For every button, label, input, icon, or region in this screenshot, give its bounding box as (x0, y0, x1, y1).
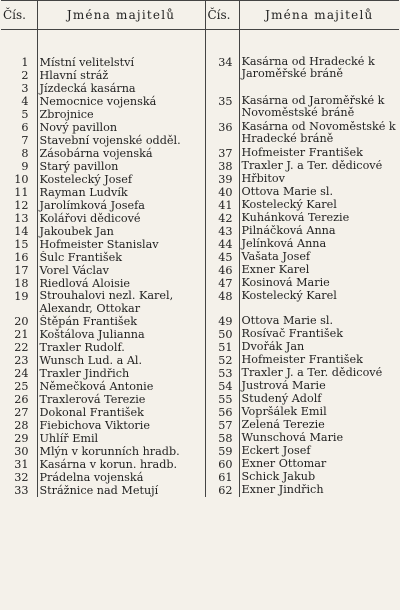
row-number-right: 38 (205, 160, 239, 173)
row-number-left: 31 (14, 458, 29, 471)
owner-name-right: Kuhánková Terezie (239, 212, 399, 225)
row-number-right: 35 (205, 95, 239, 121)
table-row (1, 328, 399, 341)
owner-name-right: Vašata Josef (239, 251, 399, 264)
owner-name-left: Kolářovi dědicové (37, 212, 205, 225)
row-number-right: 34 (205, 56, 239, 95)
row-number-right: 45 (205, 251, 239, 264)
owner-name-left: Strouhalovi nezl. Karel, Alexandr, Ottokar (37, 290, 205, 315)
owner-name-right: Exner Jindřich (239, 484, 399, 497)
owner-name-right: Traxler J. a Ter. dědicové (239, 367, 399, 380)
owner-name-left: Jakoubek Jan (37, 225, 205, 238)
table-row (1, 458, 399, 471)
owner-name-right: Hofmeister František (239, 147, 399, 160)
owner-name-left: Wunsch Lud. a Al. (37, 354, 205, 367)
owner-name-right: Kosinová Marie (239, 277, 399, 290)
row-number-right: 36 (205, 121, 239, 147)
owner-name-right: Jelínková Anna (239, 238, 399, 251)
owner-name-left: Uhlíř Emil (37, 432, 205, 445)
table-row (1, 432, 399, 445)
row-number-right: 42 (205, 212, 239, 225)
spacer-row (1, 30, 399, 57)
owner-name-right: Wunschová Marie (239, 432, 399, 445)
row-number-left: 18 (14, 277, 29, 290)
table-row (1, 121, 399, 134)
owner-name-right: Kasárna od Hradecké k Jaroměřské bráně (239, 56, 399, 95)
owner-name-right: Dvořák Jan (239, 341, 399, 354)
row-number-right: 56 (205, 406, 239, 419)
owner-name-left: Prádelna vojenská (37, 471, 205, 484)
row-number-left: 16 (14, 251, 29, 264)
owner-name-left: Jízdecká kasárna (37, 82, 205, 95)
table-row (1, 341, 399, 354)
row-number-left: 2 (21, 69, 29, 82)
row-number-right: 53 (205, 367, 239, 380)
table-row (1, 212, 399, 225)
owner-name-right: Hofmeister František (239, 354, 399, 367)
header-owners-left: Jména majitelů (37, 1, 205, 30)
owner-name-left: Vorel Václav (37, 264, 205, 277)
owner-name-right: Kasárna od Novoměstské k Hradecké bráně (239, 121, 399, 147)
table-row (1, 264, 399, 277)
row-number-right: 44 (205, 238, 239, 251)
owner-name-left: Hlavní stráž (37, 69, 205, 82)
owner-name-right: Studený Adolf (239, 393, 399, 406)
owner-name-left: Dokonal František (37, 406, 205, 419)
row-number-right: 61 (205, 471, 239, 484)
owner-name-right: Eckert Josef (239, 445, 399, 458)
table-row (1, 471, 399, 484)
table-row (1, 238, 399, 251)
table-row (1, 406, 399, 419)
row-number-left: 9 (21, 160, 29, 173)
row-number-left: 23 (14, 354, 29, 367)
table-row (1, 225, 399, 238)
table-row (1, 199, 399, 212)
owner-name-left: Stavební vojenské odděl. (37, 134, 205, 147)
owner-name-right: Vopršálek Emil (239, 406, 399, 419)
table-row (1, 251, 399, 264)
table-row (1, 56, 399, 69)
owner-name-left: Zbrojnice (37, 108, 205, 121)
row-number-right: 43 (205, 225, 239, 238)
row-number-left: 11 (14, 186, 29, 199)
row-number-left: 26 (14, 393, 29, 406)
header-owners-right: Jména majitelů (239, 1, 399, 30)
row-number-right: 40 (205, 186, 239, 199)
owner-name-right: Justrová Marie (239, 380, 399, 393)
owners-table (1, 0, 399, 497)
owner-name-left: Němečková Antonie (37, 380, 205, 393)
table-row (1, 277, 399, 290)
row-number-left: 22 (14, 341, 29, 354)
owner-name-right: Zelená Terezie (239, 419, 399, 432)
row-number-left: 20 (14, 315, 29, 328)
table-row (1, 160, 399, 173)
owner-name-left: Fiebichova Viktorie (37, 419, 205, 432)
table-row (1, 147, 399, 160)
row-number-left: 17 (14, 264, 29, 277)
row-number-right: 51 (205, 341, 239, 354)
owner-name-left: Štěpán František (37, 315, 205, 328)
table-row (1, 354, 399, 367)
owner-name-right: Kasárna od Jaroměřské k Novoměstské bráně (239, 95, 399, 121)
row-number-right: 47 (205, 277, 239, 290)
table-row (1, 367, 399, 380)
table-header-row (1, 1, 399, 30)
row-number-right: 46 (205, 264, 239, 277)
row-number-left: 32 (14, 471, 29, 484)
owner-name-left: Traxler Rudolf. (37, 341, 205, 354)
row-number-right: 37 (205, 147, 239, 160)
row-number-right: 41 (205, 199, 239, 212)
header-number-left: Čís. (1, 1, 37, 30)
owner-name-left: Kasárna v korun. hradb. (37, 458, 205, 471)
owner-name-left: Hofmeister Stanislav (37, 238, 205, 251)
row-number-left: 8 (21, 147, 29, 160)
owner-name-left: Riedlová Aloisie (37, 277, 205, 290)
owner-name-right: Ottova Marie sl. (239, 186, 399, 199)
row-number-right: 49 (205, 315, 239, 328)
owner-name-left: Starý pavillon (37, 160, 205, 173)
table-row (1, 290, 399, 315)
owner-name-right: Rosívač František (239, 328, 399, 341)
row-number-left: 14 (14, 225, 29, 238)
row-number-left: 33 (14, 484, 29, 497)
row-number-left: 19 (14, 290, 29, 303)
row-number-right: 58 (205, 432, 239, 445)
owner-name-right: Traxler J. a Ter. dědicové (239, 160, 399, 173)
row-number-right: 59 (205, 445, 239, 458)
owner-name-right: Ottova Marie sl. (239, 315, 399, 328)
row-number-left: 1 (21, 56, 29, 69)
table-row (1, 484, 399, 497)
owner-name-right: Kostelecký Karel (239, 199, 399, 212)
row-number-right: 62 (205, 484, 239, 497)
row-number-left: 30 (14, 445, 29, 458)
table-row (1, 315, 399, 328)
table-row (1, 380, 399, 393)
row-number-right: 52 (205, 354, 239, 367)
row-number-left: 29 (14, 432, 29, 445)
owner-name-left: Rayman Ludvík (37, 186, 205, 199)
row-number-left: 15 (14, 238, 29, 251)
row-number-right: 54 (205, 380, 239, 393)
owner-name-right: Pilnáčková Anna (239, 225, 399, 238)
row-number-left: 24 (14, 367, 29, 380)
row-number-right: 39 (205, 173, 239, 186)
row-number-right: 57 (205, 419, 239, 432)
owner-name-right: Exner Karel (239, 264, 399, 277)
table-row (1, 393, 399, 406)
owner-name-left: Traxlerová Terezie (37, 393, 205, 406)
row-number-right: 50 (205, 328, 239, 341)
table-row (1, 95, 399, 108)
row-number-left: 28 (14, 419, 29, 432)
row-number-left: 10 (14, 173, 29, 186)
owner-name-left: Zásobárna vojenská (37, 147, 205, 160)
owner-name-left: Traxler Jindřich (37, 367, 205, 380)
table-row (1, 445, 399, 458)
row-number-left: 21 (14, 328, 29, 341)
row-number-left: 12 (14, 199, 29, 212)
owner-name-right: Schick Jakub (239, 471, 399, 484)
table-body (1, 30, 399, 498)
row-number-left: 5 (21, 108, 29, 121)
row-number-left: 6 (21, 121, 29, 134)
owner-name-left: Jarolímková Josefa (37, 199, 205, 212)
owner-name-left: Nový pavillon (37, 121, 205, 134)
owner-name-left: Místní velitelství (37, 56, 205, 69)
row-number-left: 3 (21, 82, 29, 95)
row-number-left: 27 (14, 406, 29, 419)
owner-name-right: Exner Ottomar (239, 458, 399, 471)
owner-name-left: Koštálova Julianna (37, 328, 205, 341)
table-row (1, 419, 399, 432)
owner-name-left: Mlýn v korunních hradb. (37, 445, 205, 458)
header-number-right: Čís. (205, 1, 239, 30)
owner-name-right: Kostelecký Karel (239, 290, 399, 315)
owner-name-right: Hřbitov (239, 173, 399, 186)
row-number-left: 7 (21, 134, 29, 147)
owner-name-left: Kostelecký Josef (37, 173, 205, 186)
row-number-right: 55 (205, 393, 239, 406)
table-row (1, 173, 399, 186)
row-number-left: 13 (14, 212, 29, 225)
row-number-right: 60 (205, 458, 239, 471)
row-number-left: 4 (21, 95, 29, 108)
owner-name-left: Strážnice nad Metují (37, 484, 205, 497)
owner-name-left: Nemocnice vojenská (37, 95, 205, 108)
owner-name-left: Šulc František (37, 251, 205, 264)
row-number-left: 25 (14, 380, 29, 393)
row-number-right: 48 (205, 290, 239, 315)
table-row (1, 186, 399, 199)
